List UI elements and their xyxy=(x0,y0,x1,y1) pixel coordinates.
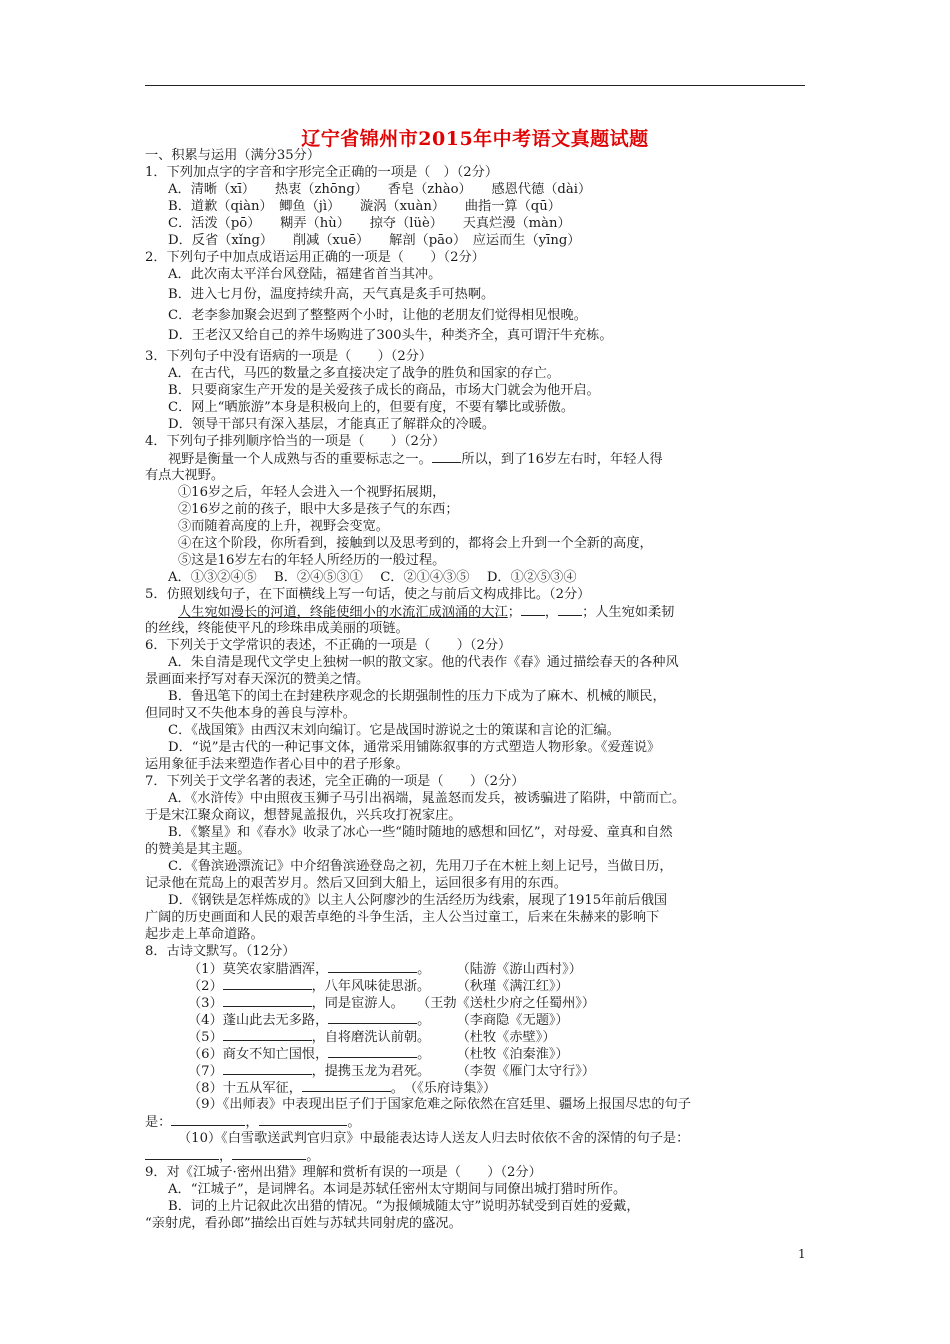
text-line: A．清晰（xī） 热衷（zhōng） 香皂（zhào） 感恩代德（dài） xyxy=(168,182,592,197)
underlined-sentence: 人生宛如漫长的河道，终能使细小的水流汇成汹涌的大江 xyxy=(178,605,508,620)
text-line: A．此次南太平洋台风登陆，福建省首当其冲。 xyxy=(168,267,442,282)
text-line: D．“说”是古代的一种记事文体，通常采用铺陈叙事的方式塑造人物形象。《爱莲说》 xyxy=(168,740,661,755)
answer-blank[interactable] xyxy=(328,1045,417,1058)
text-line: 1．下列加点字的字音和字形完全正确的一项是（ ）（2分） xyxy=(145,165,499,180)
text-line: 记录他在荒岛上的艰苦岁月。然后又回到大船上，运回很多有用的东西。 xyxy=(145,876,567,891)
text-line: 7．下列关于文学名著的表述，完全正确的一项是（ ）（2分） xyxy=(145,774,525,789)
text-line: B．道歉（qiàn） 鲫鱼（jì） 漩涡（xuàn） 曲指一算（qū） xyxy=(168,199,561,214)
answer-blank[interactable] xyxy=(223,1028,312,1041)
exam-title: 辽宁省锦州市2015年中考语文真题试题 xyxy=(301,128,649,150)
text-line: 3．下列句子中没有语病的一项是（ ）（2分） xyxy=(145,349,433,364)
answer-blank[interactable] xyxy=(259,1113,348,1126)
text-line: 是： ， 。 xyxy=(145,1115,361,1130)
text-line: 2．下列句子中加点成语运用正确的一项是（ ）（2分） xyxy=(145,250,485,265)
text-line: D．王老汉又给自己的养牛场购进了300头牛，种类齐全，真可谓汗牛充栋。 xyxy=(168,328,613,343)
text-line: （3） ，同是宦游人。 （王勃《送杜少府之任蜀州》） xyxy=(188,996,596,1011)
text-line: 运用象征手法来塑造作者心目中的君子形象。 xyxy=(145,757,409,772)
answer-blank[interactable] xyxy=(328,1011,417,1024)
text-line: ①16岁之后，年轻人会进入一个视野拓展期， xyxy=(178,485,446,500)
text-line: 的丝线，终能使平凡的珍珠串成美丽的项链。 xyxy=(145,621,409,636)
text-line: A．朱自清是现代文学史上独树一帜的散文家。他的代表作《春》通过描绘春天的各种风 xyxy=(168,655,679,670)
text-line: ⑤这是16岁左右的年轻人所经历的一般过程。 xyxy=(178,553,446,568)
text-line: “亲射虎，看孙郎”描绘出百姓与苏轼共同射虎的盛况。 xyxy=(145,1216,462,1231)
text-line: 人生宛如漫长的河道，终能使细小的水流汇成汹涌的大江； ， ；人生宛如柔韧 xyxy=(178,605,675,620)
text-line: C．《战国策》由西汉末刘向编订。它是战国时游说之士的策谋和言论的汇编。 xyxy=(168,723,620,738)
text-line: 9．对《江城子·密州出猎》理解和赏析有误的一项是（ ）（2分） xyxy=(145,1165,542,1180)
answer-blank[interactable] xyxy=(328,960,417,973)
text-line: 5．仿照划线句子，在下面横线上写一句话，使之与前后文构成排比。（2分） xyxy=(145,587,591,602)
text-line: （6）商女不知亡国恨， 。 （杜牧《泊秦淮》） xyxy=(188,1047,569,1062)
text-line: （8）十五从军征， 。 （《乐府诗集》） xyxy=(188,1081,497,1096)
answer-blank[interactable] xyxy=(232,1147,306,1160)
text-line: 有点大视野。 xyxy=(145,468,225,483)
answer-blank[interactable] xyxy=(223,994,312,1007)
text-line: A．“江城子”，是词牌名。本词是苏轼任密州太守期间与同僚出城打猎时所作。 xyxy=(168,1182,627,1197)
answer-blank[interactable] xyxy=(171,1113,245,1126)
text-line: C．网上“晒旅游”本身是积极向上的，但要有度，不要有攀比或骄傲。 xyxy=(168,400,575,415)
answer-blank[interactable] xyxy=(432,450,462,463)
text-line: C．《鲁滨逊漂流记》中介绍鲁滨逊登岛之初，先用刀子在木桩上刻上记号，当做日历， xyxy=(168,859,673,874)
answer-blank[interactable] xyxy=(302,1079,391,1092)
text-line: （5） ，自将磨洗认前朝。 （杜牧《赤壁》） xyxy=(188,1030,556,1045)
text-line: B．词的上片记叙此次出猎的情况。“为报倾城随太守”说明苏轼受到百姓的爱戴， xyxy=(168,1199,640,1214)
text-line: ③而随着高度的上升，视野会变宽。 xyxy=(178,519,389,534)
text-line: B．进入七月份，温度持续升高，天气真是炙手可热啊。 xyxy=(168,287,495,302)
text-line: D．反省（xǐng） 削减（xuē） 解剖（pāo） 应运而生（yīng） xyxy=(168,233,581,248)
text-line: （9）《出师表》中表现出臣子们于国家危难之际依然在宫廷里、疆场上报国尽忠的句子 xyxy=(188,1097,691,1112)
text-line: （10）《白雪歌送武判官归京》中最能表达诗人送友人归去时依依不舍的深情的句子是： xyxy=(178,1131,690,1146)
text-line: C．活泼（pō） 糊弄（hù） 掠夺（lüè） 天真烂漫（màn） xyxy=(168,216,571,231)
text-line: A．《水浒传》中由照夜玉狮子马引出祸端，晁盖怒而发兵，被诱骗进了陷阱，中箭而亡。 xyxy=(168,791,686,806)
text-line: B．鲁迅笔下的闰土在封建秩序观念的长期强制性的压力下成为了麻木、机械的顺民， xyxy=(168,689,666,704)
answer-blank[interactable] xyxy=(223,1062,312,1075)
text-line: B．《繁星》和《春水》收录了冰心一些“随时随地的感想和回忆”，对母爱、童真和自然 xyxy=(168,825,673,840)
text-line: （2） ，八年风味徒思浙。 （秋瑾《满江红》） xyxy=(188,979,569,994)
answer-blank[interactable] xyxy=(521,603,545,616)
text-line: 视野是衡量一个人成熟与否的重要标志之一。 所以，到了16岁左右时，年轻人得 xyxy=(168,452,663,467)
text-line: 6．下列关于文学常识的表述，不正确的一项是（ ）（2分） xyxy=(145,638,512,653)
text-line: 广阔的历史画面和人民的艰苦卓绝的斗争生活，主人公当过童工，后来在朱赫来的影响下 xyxy=(145,910,660,925)
answer-blank[interactable] xyxy=(558,603,582,616)
text-line: 但同时又不失他本身的善良与淳朴。 xyxy=(145,706,356,721)
header-rule xyxy=(145,85,805,86)
text-line: （1）莫笑农家腊酒浑， 。 （陆游《游山西村》） xyxy=(188,962,582,977)
text-line: C．老李参加聚会迟到了整整两个小时，让他的老朋友们觉得相见恨晚。 xyxy=(168,308,587,323)
text-line: （4）蓬山此去无多路， 。 （李商隐《无题》） xyxy=(188,1013,569,1028)
text-line: D．《钢铁是怎样炼成的》以主人公阿廖沙的生活经历为线索，展现了1915年前后俄国 xyxy=(168,893,668,908)
text-line: ④在这个阶段，你所看到，接触到以及思考到的，都将会上升到一个全新的高度， xyxy=(178,536,653,551)
text-line: 4．下列句子排列顺序恰当的一项是（ ）（2分） xyxy=(145,434,446,449)
text-line: （7） ，提携玉龙为君死。 （李贺《雁门太守行》） xyxy=(188,1064,596,1079)
text-line: B．只要商家生产开发的是关爱孩子成长的商品，市场大门就会为他开启。 xyxy=(168,383,600,398)
text-line: 于是宋江聚众商议，想替晁盖报仇，兴兵攻打祝家庄。 xyxy=(145,808,462,823)
text-line: 8．古诗文默写。（12分） xyxy=(145,944,296,959)
text-line: 的赞美是其主题。 xyxy=(145,842,251,857)
page-number: 1 xyxy=(798,1247,806,1261)
answer-blank[interactable] xyxy=(223,977,312,990)
text-line: D．领导干部只有深入基层，才能真正了解群众的冷暖。 xyxy=(168,417,496,432)
text-line: 一、积累与运用（满分35分） xyxy=(145,148,321,163)
answer-blank[interactable] xyxy=(145,1147,219,1160)
text-line: A．在古代，马匹的数量之多直接决定了战争的胜负和国家的存亡。 xyxy=(168,366,560,381)
text-line: 起步走上革命道路。 xyxy=(145,927,264,942)
text-line: ②16岁之前的孩子，眼中大多是孩子气的东西； xyxy=(178,502,459,517)
text-line: 景画面来抒写对春天深沉的赞美之情。 xyxy=(145,672,370,687)
text-line: ， 。 xyxy=(145,1147,319,1165)
text-line: A．①③②④⑤ B．②④⑤③① C．②①④③⑤ D．①②⑤③④ xyxy=(168,570,577,585)
